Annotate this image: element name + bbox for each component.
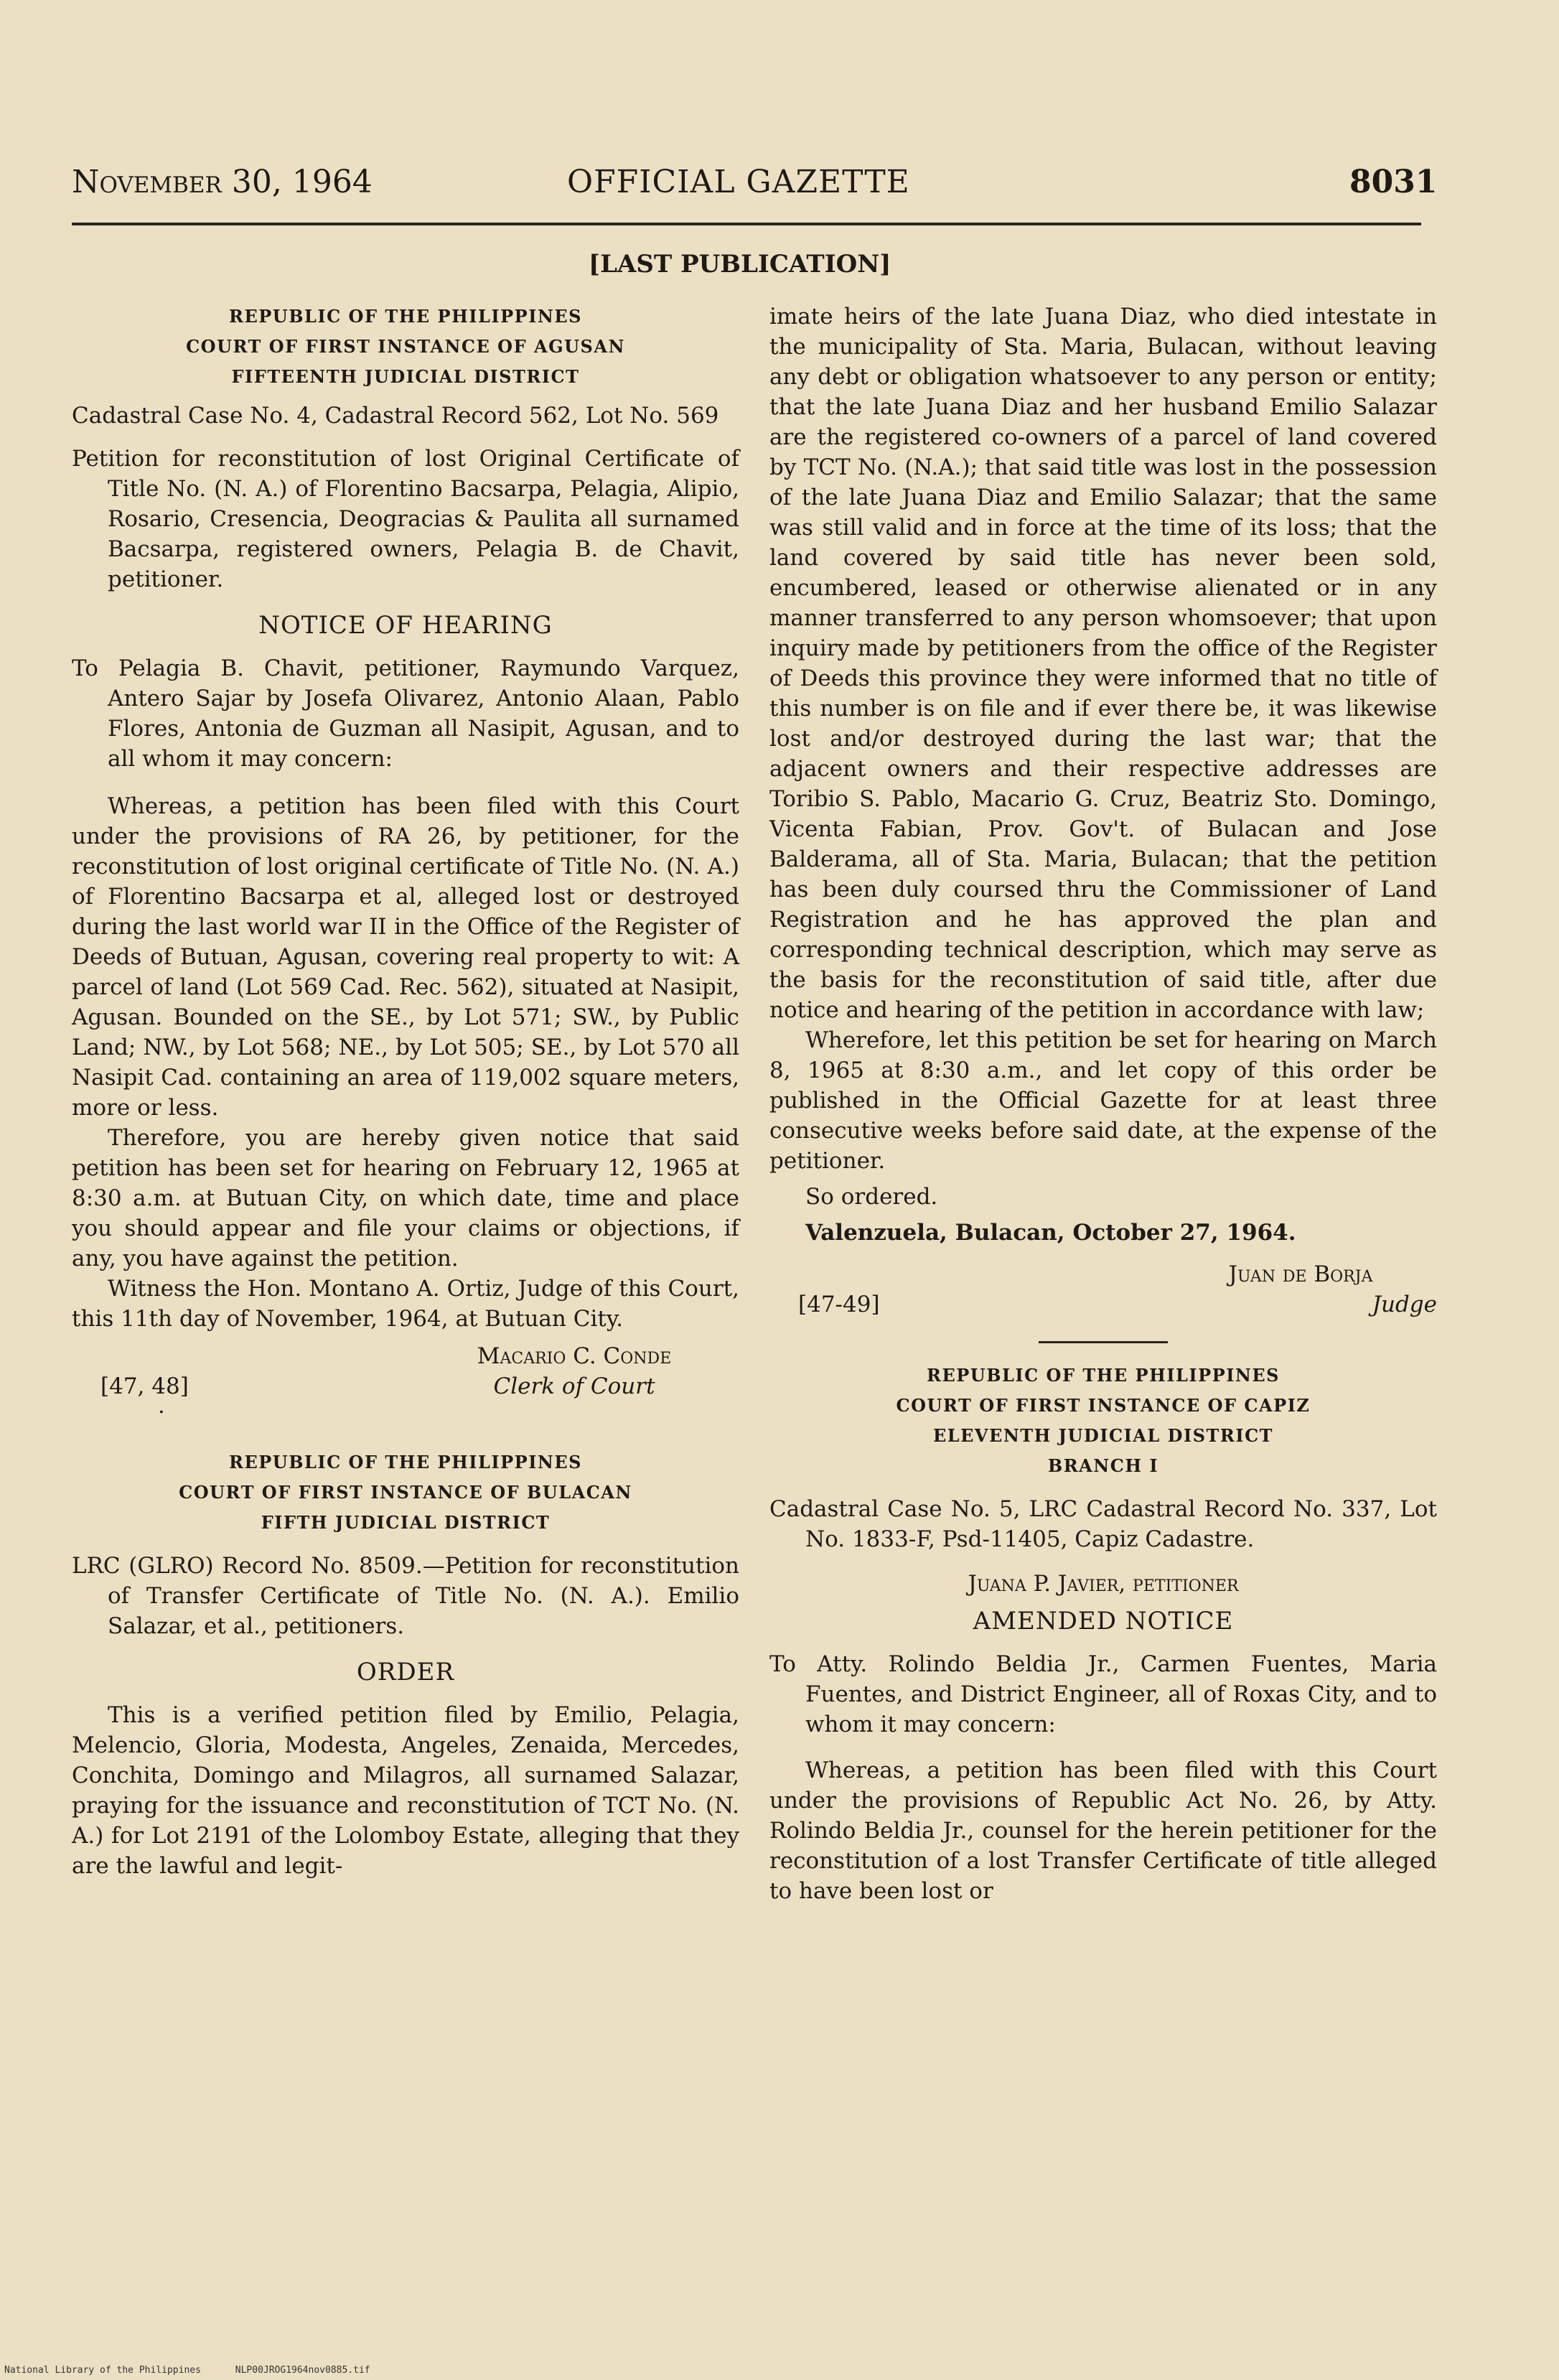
notice2-signature-row bbox=[769, 1259, 1437, 1320]
last-publication-label: [LAST PUBLICATION] bbox=[589, 250, 891, 279]
notice3-heading: AMENDED NOTICE bbox=[973, 1607, 1234, 1635]
notice1-case: Cadastral Case No. 4, Cadastral Record 562, Lot No. 569 bbox=[72, 403, 719, 429]
notice1-petition: Petition for reconstitution of lost Original Certificate of Title No. (N. A.) of Florentino Bacsarpa, Pelagia, Alipio, Rosario, Cresencia, Deogracias & Paulita all surnamed Bacsarpa, registered owners, Pelagia B. de Chavit, petitioner. bbox=[72, 446, 739, 592]
notice1-para3: Witness the Hon. Montano A. Ortiz, Judge of this Court, this 11th day of November, 1964, at Butuan City. bbox=[72, 1276, 739, 1332]
notice2-issue-ref: [47-49] bbox=[798, 1292, 880, 1317]
scan-footer bbox=[4, 2365, 399, 2376]
right-column bbox=[769, 302, 1437, 1906]
notice3-addressees: To Atty. Rolindo Beldia Jr., Carmen Fuentes, Maria Fuentes, and District Engineer, all of Roxas City, and to whom it may concern: bbox=[769, 1651, 1437, 1737]
notice1-signer-name: Macario C. Conde bbox=[477, 1343, 672, 1369]
notice3-court-block bbox=[769, 1361, 1437, 1481]
footer-library: National Library of the Philippines bbox=[4, 2365, 201, 2376]
notice1-para1: Whereas, a petition has been filed with this Court under the provisions of RA 26, by petitioner, for the reconstitution of lost original certificate of Title No. (N. A.) of Florentino Bacsarpa et al, alleged lost or destroyed during the last world war II in the Office of the Register of Deeds of Butuan, Agusan, covering real property to wit: A parcel of land (Lot 569 Cad. Rec. 562), situated at Nasipit, Agusan. Bounded on the SE., by Lot 571; SW., by Public Land; NW., by Lot 568; NE., by Lot 505; SE., by Lot 570 all Nasipit Cad. containing an area of 119,002 square meters, more or less. bbox=[72, 793, 739, 1121]
notice1-addressees: To Pelagia B. Chavit, petitioner, Raymundo Varquez, Antero Sajar by Josefa Olivarez, Antonio Alaan, Pablo Flores, Antonia de Guzman all Nasipit, Agusan, and to all whom it may concern: bbox=[72, 655, 739, 772]
notice3-court-line: BRANCH I bbox=[1047, 1455, 1159, 1476]
notice1-court-block bbox=[72, 302, 739, 392]
notice3-court-line: ELEVENTH JUDICIAL DISTRICT bbox=[932, 1425, 1274, 1446]
notice2-para1: This is a verified petition filed by Emilio, Pelagia, Melencio, Gloria, Modesta, Angeles, Zenaida, Mercedes, Conchita, Domingo and Milagros, all surnamed Salazar, praying for the issuance and reconstitution of TCT No. (N. A.) for Lot 2191 of the Lolomboy Estate, alleging that they are the lawful and legit- bbox=[72, 1702, 739, 1879]
left-column bbox=[72, 302, 739, 1881]
notice2-case: LRC (GLRO) Record No. 8509.—Petition for reconstitution of Transfer Certificate of Title No. (N. A.). Emilio Salazar, et al., petitioners. bbox=[72, 1553, 739, 1639]
notice3-court-line: COURT OF FIRST INSTANCE OF CAPIZ bbox=[896, 1395, 1311, 1416]
notice2-heading: ORDER bbox=[356, 1658, 455, 1686]
notice1-court-line: COURT OF FIRST INSTANCE OF AGUSAN bbox=[186, 336, 625, 357]
notice3-case: Cadastral Case No. 5, LRC Cadastral Record No. 337, Lot No. 1833-F, Psd-11405, Capiz Cadastre. bbox=[769, 1496, 1437, 1552]
notice2-place-date: Valenzuela, Bulacan, October 27, 1964. bbox=[805, 1220, 1296, 1246]
notice1-para2: Therefore, you are hereby given notice that said petition has been set for hearing on February 12, 1965 at 8:30 a.m. at Butuan City, on which date, time and place you should appear and file your claims or objections, if any, you have against the petition. bbox=[72, 1125, 739, 1271]
notice1-signature-row bbox=[72, 1341, 739, 1401]
notice1-heading: NOTICE OF HEARING bbox=[258, 611, 553, 640]
notice2-signer-name: Juan de Borja bbox=[1228, 1261, 1373, 1287]
notice1-court-line: FIFTEENTH JUDICIAL DISTRICT bbox=[231, 366, 580, 387]
notice2-court-line: COURT OF FIRST INSTANCE OF BULACAN bbox=[179, 1482, 632, 1503]
notice1-court-line: REPUBLIC OF THE PHILIPPINES bbox=[229, 306, 582, 327]
notice3-petitioner: Juana P. Javier, petitioner bbox=[968, 1571, 1239, 1597]
notice2-court-line: FIFTH JUDICIAL DISTRICT bbox=[261, 1512, 551, 1533]
notice2-court-line: REPUBLIC OF THE PHILIPPINES bbox=[229, 1452, 582, 1473]
notice2-signer-title: Judge bbox=[1372, 1292, 1437, 1317]
notice2-para1-continued: imate heirs of the late Juana Diaz, who died intestate in the municipality of Sta. Maria, Bulacan, without leaving any debt or obligation whatsoever to any person or entity; that the late Juana Diaz and her husband Emilio Salazar are the registered co-owners of a parcel of land covered by TCT No. (N.A.); that said title was lost in the possession of the late Juana Diaz and Emilio Salazar; that the same was still valid and in force at the time of its loss; that the land covered by said title has never been sold, encumbered, leased or otherwise alienated or in any manner transferred to any person whomsoever; that upon inquiry made by petitioners from the office of the Register of Deeds this province they were informed that no title of this number is on file and if ever there be, it was likewise lost and/or destroyed during the last war; that the adjacent owners and their respective addresses are Toribio S. Pablo, Macario G. Cruz, Beatriz Sto. Domingo, Vicenta Fabian, Prov. Gov't. of Bulacan and Jose Balderama, all of Sta. Maria, Bulacan; that the petition has been duly coursed thru the Commissioner of Land Registration and he has approved the plan and corresponding technical description, which may serve as the basis for the reconstitution of said title, after due notice and hearing of the petition in accordance with law; bbox=[769, 304, 1437, 1023]
header-date: November 30, 1964 bbox=[72, 164, 373, 200]
notice2-para3: So ordered. bbox=[805, 1184, 938, 1210]
section-separator bbox=[1039, 1341, 1168, 1343]
notice1-signature bbox=[409, 1341, 739, 1401]
notice1-issue-ref: [47, 48] bbox=[100, 1373, 189, 1399]
notice2-court-block bbox=[72, 1447, 739, 1538]
notice2-para2: Wherefore, let this petition be set for hearing on March 8, 1965 at 8:30 a.m., and let copy of this order be published in the Official Gazette for at least three consecutive weeks before said date, at the expense of the petitioner. bbox=[769, 1027, 1437, 1174]
notice1-signer-title: Clerk of Court bbox=[493, 1373, 655, 1399]
notice2-signature bbox=[1164, 1259, 1437, 1320]
header-page-number: 8031 bbox=[1349, 164, 1438, 200]
notice3-para1: Whereas, a petition has been filed with this Court under the provisions of Republic Act No. 26, by Atty. Rolindo Beldia Jr., counsel for the herein petitioner for the reconstitution of a lost Transfer Certificate of title alleged to have been lost or bbox=[769, 1758, 1437, 1904]
header-title: OFFICIAL GAZETTE bbox=[567, 164, 910, 200]
notice3-court-line: REPUBLIC OF THE PHILIPPINES bbox=[927, 1365, 1280, 1386]
header-rule bbox=[72, 223, 1421, 225]
footer-filename: NLP00JROG1964nov0885.tif bbox=[235, 2365, 370, 2376]
divider-dot: · bbox=[158, 1399, 165, 1425]
